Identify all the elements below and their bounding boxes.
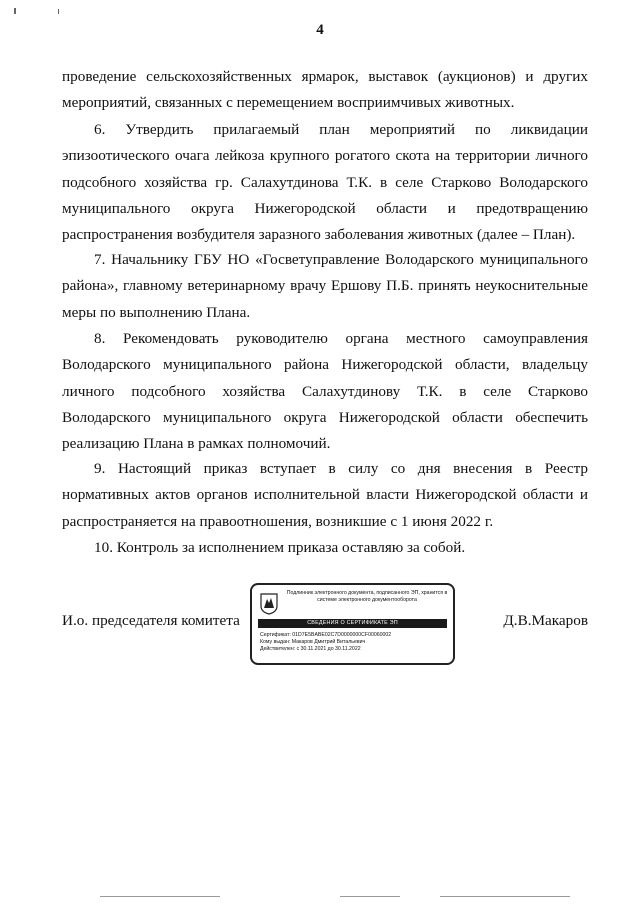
scan-artifact	[340, 896, 400, 897]
signer-title: И.о. председателя комитета	[62, 612, 240, 629]
paragraph-item-7: 7. Начальнику ГБУ НО «Госветуправление Володарского муниципального района», главному ветеринарному врачу Ершову П.Б. принять неукоснительные меры по выполнению Плана.	[62, 251, 588, 321]
paragraph-item-6: 6. Утвердить прилагаемый план мероприятий по ликвидации эпизоотического очага лейкоза крупного рогатого скота на территории личного подсобного хозяйства гр. Салахутдинова Т.К. в селе Старково Володарского муниципального округа Нижегородской области и предотвращению распространения возбудителя заразного заболевания животных (далее – План).	[62, 121, 588, 244]
electronic-signature-stamp	[250, 583, 455, 665]
paragraph-item-8: 8. Рекомендовать руководителю органа местного самоуправления Володарского муниципального района Нижегородской области, владельцу личного подсобного хозяйства Салахутдинову Т.К. в селе Старково Володарского муниципального округа Нижегородской области обеспечить реализацию Плана в рамках полномочий.	[62, 330, 588, 453]
stamp-header-text: Подлинник электронного документа, подписанного ЭП, хранится в системе электронного документооборота	[286, 590, 448, 603]
scan-artifact	[58, 9, 59, 14]
coat-of-arms-icon	[260, 593, 278, 615]
stamp-validity: Действителен: с 30.11.2021 до 30.11.2022	[260, 646, 361, 652]
scan-artifact	[100, 896, 220, 897]
paragraph-item-10: 10. Контроль за исполнением приказа оставляю за собой.	[94, 539, 466, 556]
stamp-issued-to: Кому выдан: Макаров Дмитрий Витальевич	[260, 639, 366, 645]
stamp-certificate-number: Сертификат: 01D7E5BABE02C7D0000000CF00060002	[260, 632, 392, 638]
stamp-certificate-bar: СВЕДЕНИЯ О СЕРТИФИКАТЕ ЭП	[258, 619, 447, 628]
paragraph-item-9: 9. Настоящий приказ вступает в силу со дня внесения в Реестр нормативных актов органов исполнительной власти Нижегородской области и распространяется на правоотношения, возникшие с 1 июня 2022 г.	[62, 460, 588, 530]
signer-name: Д.В.Макаров	[503, 612, 588, 629]
scan-artifact	[440, 896, 570, 897]
paragraph-continuation: проведение сельскохозяйственных ярмарок, выставок (аукционов) и других мероприятий, связанных с перемещением восприимчивых животных.	[62, 68, 588, 112]
page-number: 4	[316, 22, 324, 38]
scan-artifact	[14, 8, 16, 14]
stamp-certificate-details	[260, 632, 450, 653]
